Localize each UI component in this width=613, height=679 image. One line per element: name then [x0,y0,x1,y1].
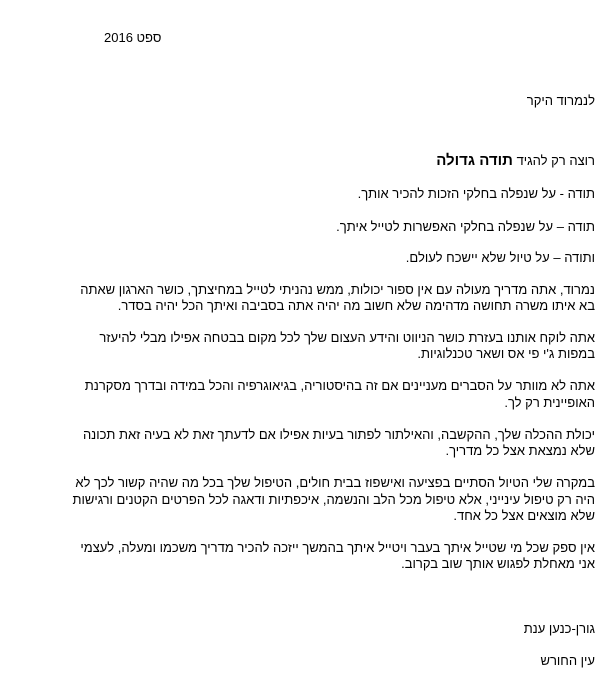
paragraph-4-line-2: שלא נמצאת אצל כל מדריך. [445,443,595,458]
paragraph-6-line-1: אין ספק שכל מי שטייל איתך בעבר ויטייל איתך בהמשך ייזכה להכיר מדריך משכמו ומעלה, לעצמי [80,540,595,555]
paragraph-6-line-2: אני מאחלת לפגוש אותך שוב בקרוב. [401,556,595,571]
paragraph-2-line-1: אתה לוקח אותנו בעזרת כושר הניווט והידע העצום שלך לכל מקום בבטחה אפילו מבלי להיעזר [99,330,595,345]
paragraph-1-line-1: נמרוד, אתה מדריך מעולה עם אין ספור יכולות, ממש נהניתי לטייל במחיצתך, כושר הארגון שאתה [80,282,595,297]
intro-line [436,153,595,169]
intro-prefix: רוצה רק להגיד [512,153,595,168]
paragraph-5-line-1: במקרה שלי הטיול הסתיים בפציעה ואישפוז בבית חולים, הטיפול שלך בכל מה שהיה קשור לכך לא [75,475,595,490]
paragraph-2-line-2: במפות ג'י פי אס ושאר טכנלוגיות. [417,346,595,361]
thanks-line-3: ותודה – על טיול שלא יישכח לעולם. [405,250,595,265]
signature-place: עין החורש [540,653,595,668]
greeting: לנמרוד היקר [526,93,595,108]
letter-date: ספט 2016 [104,30,162,45]
paragraph-5-line-3: שלא מוצאים אצל כל אחד. [453,508,595,523]
paragraph-5-line-2: היה רק טיפול עינייני, אלא טיפול מכל הלב והנשמה, איכפתיות ודאגה לכל הפרטים הקטנים ורגישות [72,492,595,507]
intro-emphasis: תודה גדולה [436,152,513,169]
thanks-line-2: תודה – על שנפלה בחלקי האפשרות לטייל איתך. [336,219,595,234]
paragraph-1-line-2: בא איתו משרה תחושה מדהימה שלא חשוב מה יהיה אתה בסביבה ואיתך הכל יהיה בסדר. [117,298,595,313]
paragraph-3-line-1: אתה לא מוותר על הסברים מעניינים אם זה בהיסטוריה, בגיאוגרפיה והכל במידה ובדרך מסקרנת [84,378,595,393]
paragraph-4-line-1: יכולת ההכלה שלך, ההקשבה, והאילתור לפתור בעיות אפילו אם לדעתך זאת לא בעיה זאת תכונה [82,427,595,442]
paragraph-3-line-2: האופיינית רק לך. [504,395,595,410]
thanks-line-1: תודה - על שנפלה בחלקי הזכות להכיר אותך. [357,186,595,201]
signature-name: גורן-כנען ענת [523,621,595,636]
